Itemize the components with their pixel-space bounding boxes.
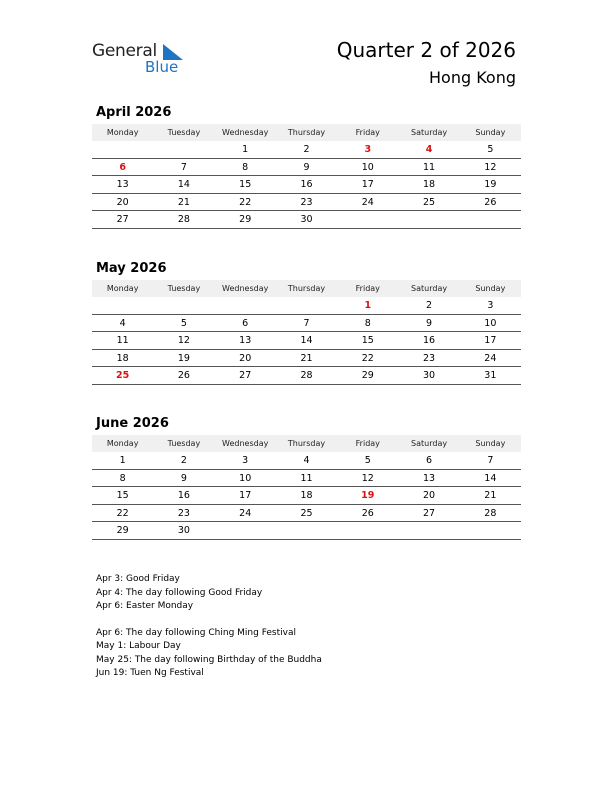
holiday-day-cell: 25 <box>92 367 153 385</box>
holiday-group <box>96 627 322 681</box>
day-cell: 12 <box>153 332 214 350</box>
day-cell <box>337 522 398 540</box>
day-cell: 20 <box>215 350 276 368</box>
holiday-list <box>96 573 322 694</box>
holiday-item: Apr 4: The day following Good Friday <box>96 587 263 598</box>
day-cell: 16 <box>398 332 459 350</box>
day-cell: 27 <box>92 211 153 229</box>
day-cell <box>276 297 337 315</box>
calendar-grid <box>92 435 521 540</box>
day-cell: 10 <box>215 470 276 488</box>
weekday-header: Sunday <box>460 280 521 297</box>
month-calendar <box>92 260 521 385</box>
day-cell: 20 <box>398 487 459 505</box>
holiday-item: Jun 19: Tuen Ng Festival <box>96 668 204 678</box>
day-cell <box>153 141 214 159</box>
day-cell <box>92 141 153 159</box>
day-cell: 8 <box>337 315 398 333</box>
day-cell: 24 <box>337 194 398 212</box>
day-cell <box>215 297 276 315</box>
day-cell <box>460 211 521 229</box>
day-cell: 26 <box>337 505 398 523</box>
day-cell: 9 <box>398 315 459 333</box>
day-cell: 13 <box>92 176 153 194</box>
day-cell: 22 <box>337 350 398 368</box>
day-cell: 19 <box>153 350 214 368</box>
holiday-item: Apr 6: The day following Ching Ming Festival <box>96 627 296 638</box>
day-cell <box>337 211 398 229</box>
weekday-header: Saturday <box>398 435 459 452</box>
day-cell: 28 <box>153 211 214 229</box>
day-cell: 25 <box>276 505 337 523</box>
day-cell <box>92 297 153 315</box>
holiday-item: Apr 3: Good Friday <box>96 574 180 584</box>
day-cell: 11 <box>276 470 337 488</box>
day-cell: 10 <box>337 159 398 177</box>
day-cell: 5 <box>153 315 214 333</box>
day-cell: 2 <box>153 452 214 470</box>
weekday-header: Thursday <box>276 280 337 297</box>
day-cell: 14 <box>153 176 214 194</box>
weekday-header: Saturday <box>398 280 459 297</box>
day-cell: 27 <box>215 367 276 385</box>
day-cell: 3 <box>215 452 276 470</box>
holiday-item: May 25: The day following Birthday of the Buddha <box>96 654 322 665</box>
day-cell: 17 <box>460 332 521 350</box>
holiday-day-cell: 19 <box>337 487 398 505</box>
holiday-day-cell: 3 <box>337 141 398 159</box>
day-cell: 18 <box>276 487 337 505</box>
day-cell: 13 <box>215 332 276 350</box>
day-cell: 8 <box>215 159 276 177</box>
generalblue-logo <box>92 40 192 80</box>
logo-text-general: General <box>92 41 157 61</box>
day-cell <box>215 522 276 540</box>
day-cell: 30 <box>398 367 459 385</box>
weekday-header: Tuesday <box>153 124 214 141</box>
weekday-header: Tuesday <box>153 280 214 297</box>
calendar-grid <box>92 280 521 385</box>
weekday-header: Sunday <box>460 435 521 452</box>
day-cell: 5 <box>460 141 521 159</box>
day-cell <box>153 297 214 315</box>
day-cell: 21 <box>153 194 214 212</box>
day-cell: 23 <box>276 194 337 212</box>
weekday-header: Wednesday <box>215 280 276 297</box>
weekday-header: Friday <box>337 124 398 141</box>
day-cell: 15 <box>215 176 276 194</box>
weekday-header: Monday <box>92 280 153 297</box>
logo-text-blue: Blue <box>145 58 179 76</box>
day-cell: 28 <box>276 367 337 385</box>
weekday-header: Saturday <box>398 124 459 141</box>
weekday-header: Thursday <box>276 435 337 452</box>
day-cell: 31 <box>460 367 521 385</box>
day-cell: 22 <box>215 194 276 212</box>
day-cell: 21 <box>276 350 337 368</box>
day-cell: 18 <box>398 176 459 194</box>
day-cell: 3 <box>460 297 521 315</box>
day-cell: 12 <box>337 470 398 488</box>
day-cell: 13 <box>398 470 459 488</box>
holiday-item: May 1: Labour Day <box>96 641 181 651</box>
month-calendar <box>92 415 521 540</box>
day-cell: 7 <box>153 159 214 177</box>
day-cell: 30 <box>153 522 214 540</box>
day-cell <box>398 211 459 229</box>
page-title: Quarter 2 of 2026 <box>336 38 516 62</box>
holiday-day-cell: 6 <box>92 159 153 177</box>
day-cell: 24 <box>460 350 521 368</box>
day-cell: 24 <box>215 505 276 523</box>
day-cell: 1 <box>92 452 153 470</box>
day-cell: 26 <box>153 367 214 385</box>
day-cell: 28 <box>460 505 521 523</box>
weekday-header: Sunday <box>460 124 521 141</box>
weekday-header: Friday <box>337 280 398 297</box>
day-cell: 1 <box>215 141 276 159</box>
day-cell: 29 <box>215 211 276 229</box>
month-calendar <box>92 104 521 229</box>
day-cell: 23 <box>153 505 214 523</box>
holiday-item: Apr 6: Easter Monday <box>96 601 194 611</box>
weekday-header: Monday <box>92 124 153 141</box>
day-cell: 9 <box>153 470 214 488</box>
day-cell: 11 <box>398 159 459 177</box>
day-cell: 15 <box>337 332 398 350</box>
weekday-header: Thursday <box>276 124 337 141</box>
day-cell: 26 <box>460 194 521 212</box>
day-cell <box>460 522 521 540</box>
day-cell: 6 <box>398 452 459 470</box>
day-cell: 5 <box>337 452 398 470</box>
day-cell: 19 <box>460 176 521 194</box>
weekday-header: Wednesday <box>215 124 276 141</box>
calendar-grid <box>92 124 521 229</box>
day-cell: 17 <box>215 487 276 505</box>
day-cell: 22 <box>92 505 153 523</box>
day-cell: 16 <box>276 176 337 194</box>
day-cell: 25 <box>398 194 459 212</box>
holiday-day-cell: 4 <box>398 141 459 159</box>
day-cell: 2 <box>276 141 337 159</box>
day-cell: 16 <box>153 487 214 505</box>
day-cell <box>398 522 459 540</box>
day-cell: 23 <box>398 350 459 368</box>
month-title: June 2026 <box>96 416 169 431</box>
day-cell: 27 <box>398 505 459 523</box>
weekday-header: Tuesday <box>153 435 214 452</box>
day-cell: 11 <box>92 332 153 350</box>
region-name: Hong Kong <box>429 68 516 87</box>
day-cell: 30 <box>276 211 337 229</box>
day-cell: 8 <box>92 470 153 488</box>
day-cell <box>276 522 337 540</box>
day-cell: 14 <box>460 470 521 488</box>
day-cell: 6 <box>215 315 276 333</box>
holiday-group <box>96 573 322 614</box>
day-cell: 21 <box>460 487 521 505</box>
day-cell: 14 <box>276 332 337 350</box>
day-cell: 7 <box>276 315 337 333</box>
day-cell: 9 <box>276 159 337 177</box>
weekday-header: Friday <box>337 435 398 452</box>
weekday-header: Monday <box>92 435 153 452</box>
day-cell: 7 <box>460 452 521 470</box>
month-title: April 2026 <box>96 105 172 120</box>
day-cell: 29 <box>337 367 398 385</box>
day-cell: 17 <box>337 176 398 194</box>
weekday-header: Wednesday <box>215 435 276 452</box>
day-cell: 15 <box>92 487 153 505</box>
day-cell: 4 <box>92 315 153 333</box>
holiday-day-cell: 1 <box>337 297 398 315</box>
day-cell: 20 <box>92 194 153 212</box>
day-cell: 10 <box>460 315 521 333</box>
month-title: May 2026 <box>96 261 167 276</box>
day-cell: 29 <box>92 522 153 540</box>
day-cell: 18 <box>92 350 153 368</box>
day-cell: 12 <box>460 159 521 177</box>
day-cell: 4 <box>276 452 337 470</box>
day-cell: 2 <box>398 297 459 315</box>
